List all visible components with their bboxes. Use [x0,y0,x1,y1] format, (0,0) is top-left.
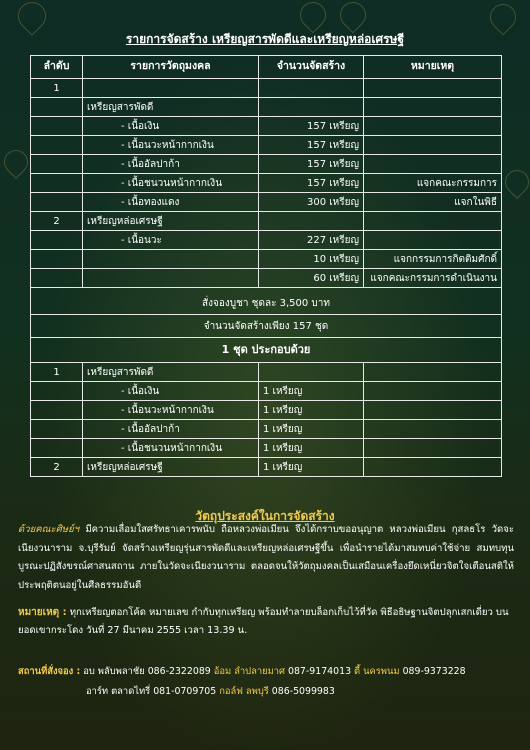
table-cell: - เนื้อนวะหน้ากากเงิน [83,136,259,155]
table-cell [259,212,364,231]
table-cell [364,363,502,382]
table-cell: แจกคณะกรรมการดำเนินงาน [364,269,502,288]
table-cell [31,382,83,401]
total-line: จำนวนจัดสร้างเพียง 157 ชุด [31,315,502,338]
contact-phone: 086-2322089 [147,666,211,677]
table-row [31,174,502,193]
table-cell [364,439,502,458]
table-header-row [31,56,502,79]
table-row [31,458,502,477]
table-cell [364,382,502,401]
table-cell: - เนื้อเงิน [83,382,259,401]
table-cell: 2 [31,458,83,477]
table-cell: - เนื้อทองแดง [83,193,259,212]
table-cell [364,401,502,420]
contact-name: ตี้ นครพนม [354,666,400,677]
table-cell [31,250,83,269]
table-cell: 1 [31,79,83,98]
table-cell: แจกคณะกรรมการ [364,174,502,193]
table-cell: 2 [31,212,83,231]
table-row [31,401,502,420]
table-cell: เหรียญสารพัดดี [83,363,259,382]
contact-name: กอล์ฟ ลพบุรี [219,686,269,697]
table-cell [364,231,502,250]
table-cell: แจกกรรมการกิตติมศักดิ์ [364,250,502,269]
table-row [31,363,502,382]
table-cell: 1 เหรียญ [259,420,364,439]
table-cell: 1 เหรียญ [259,382,364,401]
table-cell [83,269,259,288]
table-cell: เหรียญหล่อเศรษฐี [83,458,259,477]
table-cell [83,79,259,98]
remark-text: ทุกเหรียญตอกโค้ด หมายเลข กำกับทุกเหรียญ พร้อมทำลายบล็อกเก็บไว้ที่วัด พิธีอธิษฐานจิตปลุกเสกเดี่ยว บนยอดเขากระโดง วันที่ 27 มีนาคม 2555 เวลา 13.39 น. [18,607,509,636]
column-header: ลำดับ [31,56,83,79]
contact-phone: 081-0709705 [153,686,217,697]
page-title: รายการจัดสร้าง เหรียญสารพัดดีและเหรียญหล่อเศรษฐี [125,32,405,46]
table-row [31,98,502,117]
table-cell: เหรียญสารพัดดี [83,98,259,117]
table-cell: 1 เหรียญ [259,458,364,477]
table-cell [364,117,502,136]
table-cell [31,231,83,250]
table-cell: 1 เหรียญ [259,401,364,420]
price-row [31,288,502,315]
table-cell: - เนื้อชนวนหน้ากากเงิน [83,174,259,193]
table-cell [31,193,83,212]
table-cell: 227 เหรียญ [259,231,364,250]
table-row [31,79,502,98]
table-cell [364,458,502,477]
table-cell [31,117,83,136]
table-cell: 300 เหรียญ [259,193,364,212]
price-line: สั่งจองบูชา ชุดละ 3,500 บาท [31,288,502,315]
table-cell [259,363,364,382]
set-heading-row [31,338,502,363]
table-cell: 60 เหรียญ [259,269,364,288]
table-cell: แจกในพิธี [364,193,502,212]
contact-name: อาร์ท ตลาดไทรี่ [86,686,151,697]
table-row [31,231,502,250]
table-cell [364,212,502,231]
table-cell [31,269,83,288]
contact-phone: 089-9373228 [402,666,466,677]
table-row [31,269,502,288]
table-cell [31,98,83,117]
contact-block [18,662,528,702]
set-heading: 1 ชุด ประกอบด้วย [31,338,502,363]
table-cell [31,136,83,155]
bodhi-leaf-decoration [500,165,530,199]
table-cell: 157 เหรียญ [259,174,364,193]
purpose-lead: ด้วยคณะศิษย์ฯ [18,524,80,535]
remark-label: หมายเหตุ : [18,607,67,618]
table-cell [83,250,259,269]
column-header: รายการวัตถุมงคล [83,56,259,79]
table-row [31,117,502,136]
contact-label: สถานที่สั่งจอง : [18,666,81,677]
table-cell: เหรียญหล่อเศรษฐี [83,212,259,231]
column-header: หมายเหตุ [364,56,502,79]
table-cell [364,420,502,439]
purpose-paragraph [18,521,514,595]
table-cell [31,420,83,439]
purpose-text: มีความเลื่อมใสศรัทธาเคารพนับ ถือหลวงพ่อเมียน จึงได้กราบขออนุญาต หลวงพ่อเมียน กุสลธโร วัดจะเนียงวนาราม จ.บุรีรัมย์ จัดสร้างเหรียญรุ่นสารพัดดีและเหรียญหล่อเศรษฐีขึ้น เพื่อนำรายได้มาสมทบค่าใช้จ่าย สมทบทุนบูรณะปฏิสังขรณ์ศาสนสถาน ภายในวัดจะเนียงวนาราม ตลอดจนให้วัตถุมงคลเป็นเสมือนเครื่องยึดเหนี่ยวจิตใจเตือนสติให้ประพฤติตนอยู่ในศีลธรรมอันดี [18,524,514,591]
table-cell: 1 [31,363,83,382]
purpose-title: วัตถุประสงค์ในการจัดสร้าง [195,509,335,523]
column-header: จำนวนจัดสร้าง [259,56,364,79]
bodhi-leaf-decoration [335,0,372,33]
contact-name: อ้อม ลำปลายมาศ [213,666,286,677]
table-cell [259,98,364,117]
table-cell [364,155,502,174]
bodhi-leaf-decoration [0,145,33,179]
table-row [31,136,502,155]
table-row [31,212,502,231]
table-row [31,193,502,212]
table-cell: 157 เหรียญ [259,117,364,136]
table-cell: 10 เหรียญ [259,250,364,269]
total-row [31,315,502,338]
table-cell [31,174,83,193]
table-cell: - เนื้อนวะ [83,231,259,250]
table-row [31,439,502,458]
contact-line-1 [18,662,528,682]
table-cell [31,155,83,174]
table-cell: 157 เหรียญ [259,136,364,155]
table-row [31,420,502,439]
table-cell: - เนื้ออัลปาก้า [83,420,259,439]
table-cell [364,79,502,98]
table-cell [364,136,502,155]
table-cell: - เนื้อนวะหน้ากากเงิน [83,401,259,420]
table-cell: - เนื้ออัลปาก้า [83,155,259,174]
table-cell: 1 เหรียญ [259,439,364,458]
items-table [30,55,502,477]
remark-block [18,604,522,640]
table-row [31,382,502,401]
table-cell [364,98,502,117]
table-cell [259,79,364,98]
contact-line-2 [18,682,528,702]
table-cell: - เนื้อเงิน [83,117,259,136]
table-row [31,250,502,269]
contact-name: อบ พลับพลาชัย [83,666,145,677]
table-row [31,155,502,174]
table-cell: - เนื้อชนวนหน้ากากเงิน [83,439,259,458]
table-cell: 157 เหรียญ [259,155,364,174]
contact-phone: 087-9174013 [288,666,352,677]
table-cell [31,439,83,458]
table-cell [31,401,83,420]
bodhi-leaf-decoration [295,0,332,33]
contact-phone: 086-5099983 [271,686,335,697]
